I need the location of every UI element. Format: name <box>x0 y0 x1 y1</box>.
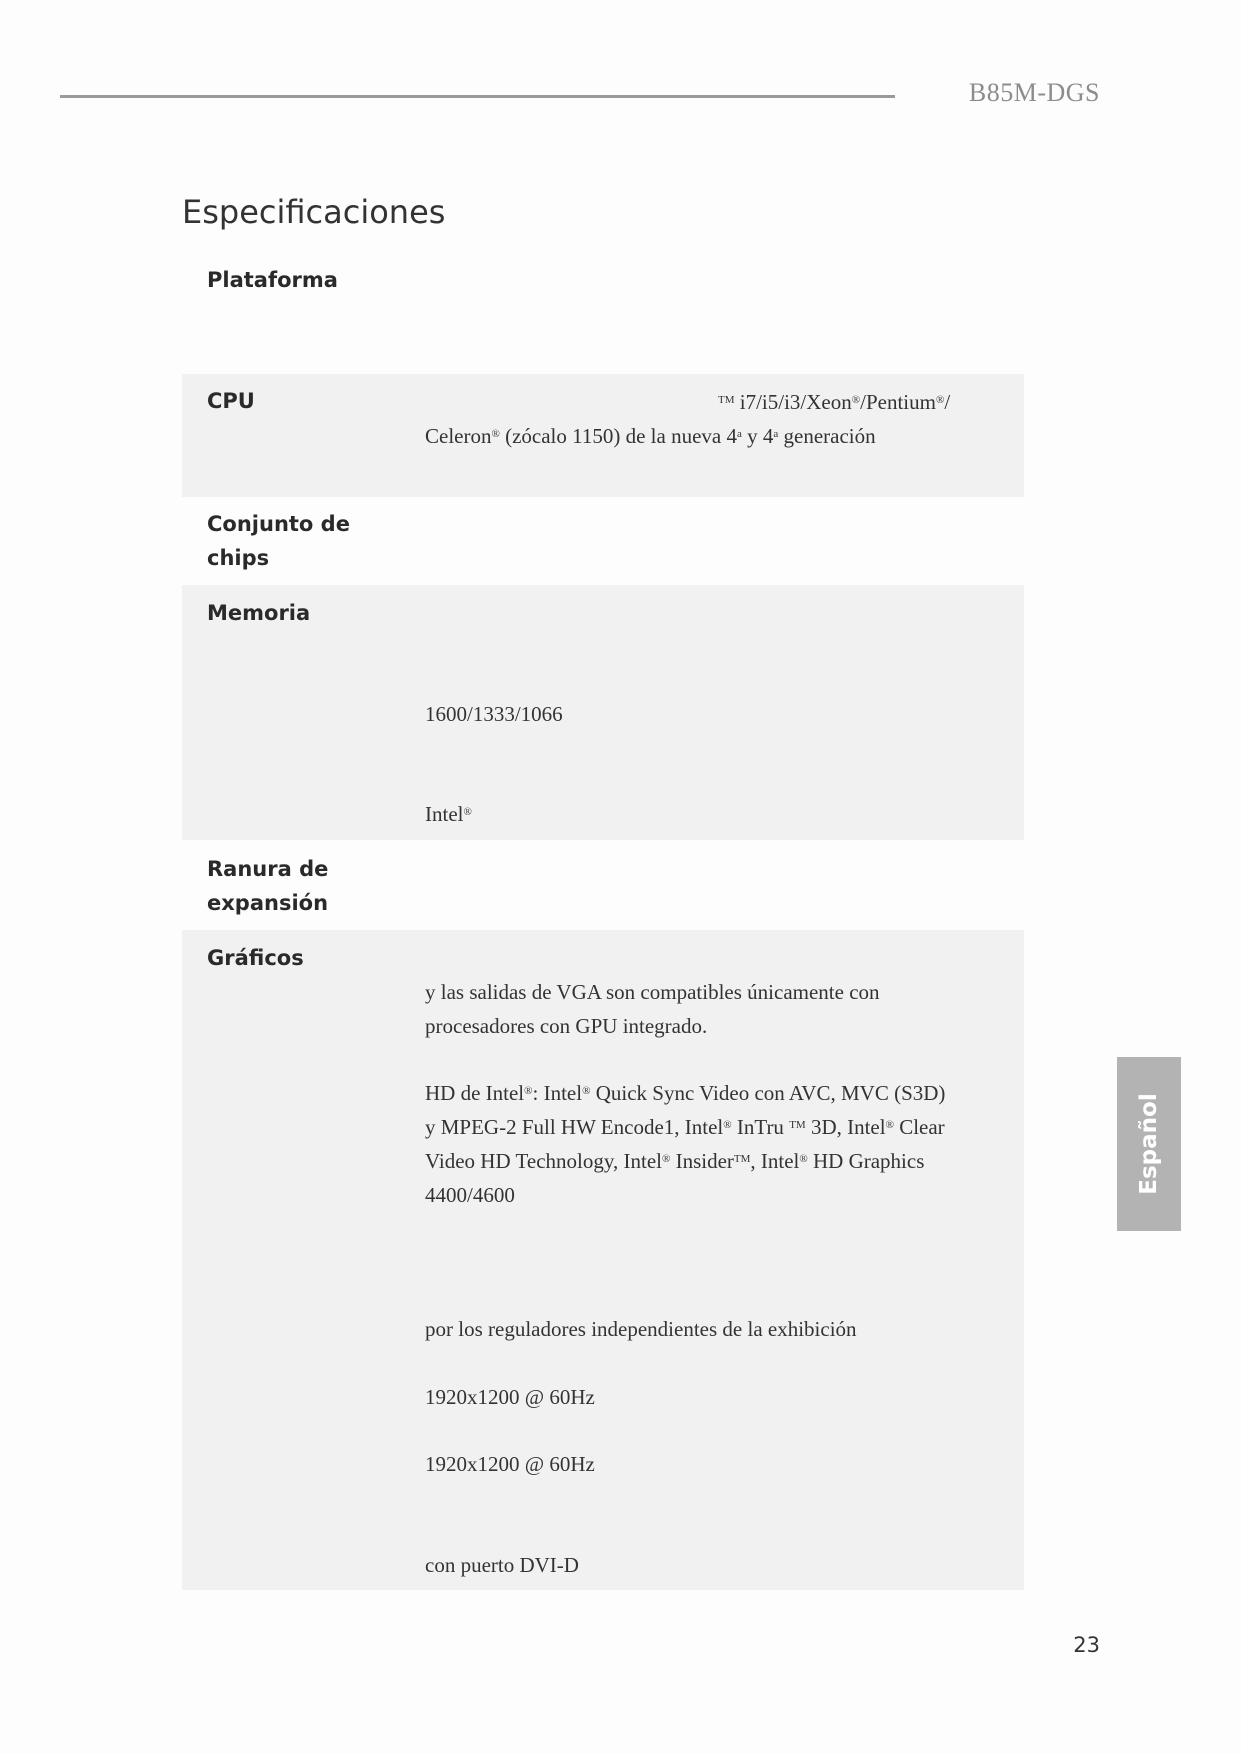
label-graphics: Gráficos <box>207 946 304 970</box>
page-number: 23 <box>1073 1633 1100 1657</box>
language-tab-label: Español <box>1136 1093 1162 1195</box>
graphics-mpeg-line: y MPEG-2 Full HW Encode1, Intel® InTru ™ 3D, Intel® Clear <box>425 1115 945 1139</box>
memory-speeds: 1600/1333/1066 <box>425 702 563 726</box>
model-name: B85M-DGS <box>968 78 1100 107</box>
graphics-hd-line: HD de Intel®: Intel® Quick Sync Video con AVC, MVC (S3D) <box>425 1081 946 1105</box>
graphics-resolution-2: 1920x1200 @ 60Hz <box>425 1452 595 1476</box>
language-tab <box>1117 1057 1181 1231</box>
graphics-line-1: y las salidas de VGA son compatibles únicamente con <box>425 980 880 1004</box>
graphics-line-2: procesadores con GPU integrado. <box>425 1014 708 1038</box>
label-expansion: Ranura de expansión <box>207 857 329 915</box>
graphics-dvi: con puerto DVI-D <box>425 1553 579 1577</box>
label-platform: Plataforma <box>207 268 338 292</box>
cpu-line-1: ™ i7/i5/i3/Xeon®/Pentium®/ <box>718 390 951 414</box>
graphics-resolution-1: 1920x1200 @ 60Hz <box>425 1385 595 1409</box>
graphics-video-line: Video HD Technology, Intel® Insider™, Intel® HD Graphics <box>425 1149 925 1173</box>
memory-intel: Intel® <box>425 802 472 826</box>
cpu-line-2: Celeron® (zócalo 1150) de la nueva 4$^a$ y 4$^a$ generación <box>425 424 876 448</box>
page-title: Especificaciones <box>182 193 446 231</box>
graphics-models: 4400/4600 <box>425 1183 515 1207</box>
label-cpu: CPU <box>207 389 255 413</box>
label-chipset: Conjunto de chips <box>207 512 350 570</box>
graphics-regulators: por los reguladores independientes de la exhibición <box>425 1317 857 1341</box>
header-rule <box>60 95 895 98</box>
label-memory: Memoria <box>207 601 311 625</box>
